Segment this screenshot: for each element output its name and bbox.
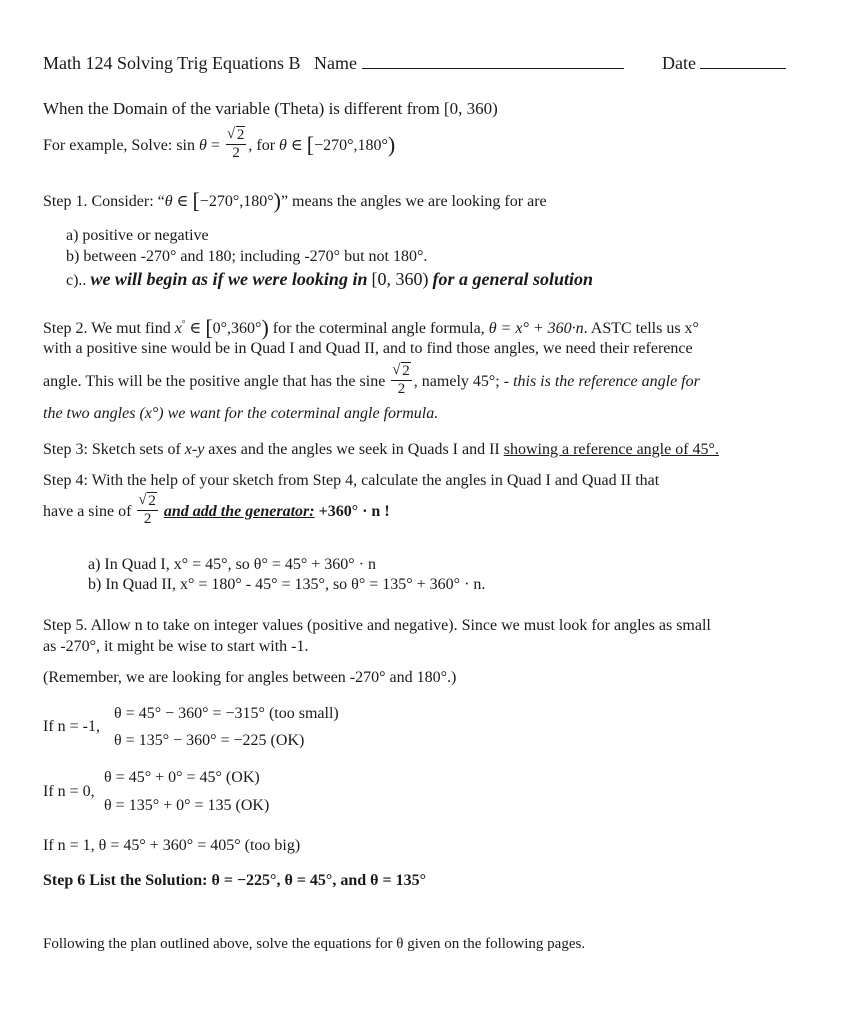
name-blank xyxy=(362,54,624,69)
case-n-0-eq1: θ = 45° + 0° = 45° (OK) xyxy=(104,769,260,786)
step4-line1: Step 4: With the help of your sketch from Step 4, calculate the angles in Quad I and Quad II that xyxy=(43,472,660,489)
case-n-0-eq2: θ = 135° + 0° = 135 (OK) xyxy=(104,797,270,814)
step1-item-b: b) between -270° and 180; including -270° but not 180°. xyxy=(66,248,428,265)
step5-line2: as -270°, it might be wise to start with -1. xyxy=(43,638,309,655)
date-label: Date xyxy=(662,53,696,73)
header-course: Math 124 Solving Trig Equations B Name xyxy=(43,53,624,74)
step2-line1: Step 2. We mut find x° ∈ [0°,360°) for the coterminal angle formula, θ = x° + 360·n. ASTC tells us x° xyxy=(43,315,699,340)
name-label: Name xyxy=(314,53,358,73)
step2-line4: the two angles (x°) we want for the coterminal angle formula. xyxy=(43,405,439,422)
step4-item-a: a) In Quad I, x° = 45°, so θ° = 45° + 360° · n xyxy=(88,556,377,573)
sqrt2-over-2-fraction: √ 2 2 xyxy=(392,362,410,397)
step1-item-a: a) positive or negative xyxy=(66,227,209,244)
case-n-minus1-eq2: θ = 135° − 360° = −225 (OK) xyxy=(114,732,305,749)
step4-line2: have a sine of √ 2 2 and add the generator: +360° · n ! xyxy=(43,492,390,527)
example-line: For example, Solve: sin θ = √ 2 2 , for θ ∈ [−270°,180°) xyxy=(43,126,396,161)
step4-item-b: b) In Quad II, x° = 180° - 45° = 135°, so θ° = 135° + 360° · n. xyxy=(88,576,486,593)
sqrt2-over-2-fraction: √ 2 2 xyxy=(226,126,245,161)
header-date xyxy=(662,53,786,74)
step2-line3: angle. This will be the positive angle that has the sine √ 2 2 , namely 45°; - this is the reference angle for xyxy=(43,362,700,397)
case-n-minus1-eq1: θ = 45° − 360° = −315° (too small) xyxy=(114,705,339,722)
case-n-minus1-label: If n = -1, xyxy=(43,718,101,735)
step3-line: Step 3: Sketch sets of x-y axes and the angles we seek in Quads I and II showing a reference angle of 45°. xyxy=(43,441,719,458)
case-n-1: If n = 1, θ = 45° + 360° = 405° (too big) xyxy=(43,837,301,854)
step5-remember: (Remember, we are looking for angles between -270° and 180°.) xyxy=(43,669,457,686)
footer-instructions: Following the plan outlined above, solve the equations for θ given on the following pages. xyxy=(43,936,586,952)
step6-line: Step 6 List the Solution: θ = −225°, θ = 45°, and θ = 135° xyxy=(43,872,426,889)
example-interval: −270°,180° xyxy=(314,137,388,155)
step1-line: Step 1. Consider: “θ ∈ [−270°,180°)” means the angles we are looking for are xyxy=(43,188,547,213)
intro-heading: When the Domain of the variable (Theta) is different from [0, 360) xyxy=(43,99,498,118)
sqrt2-over-2-fraction: √ 2 2 xyxy=(138,492,156,527)
date-blank xyxy=(700,54,786,69)
step2-line2: with a positive sine would be in Quad I and Quad II, and to find those angles, we need their reference xyxy=(43,340,693,357)
case-n-0-label: If n = 0, xyxy=(43,783,95,800)
step5-line1: Step 5. Allow n to take on integer values (positive and negative). Since we must look for angles as small xyxy=(43,617,711,634)
step1-item-c: c).. we will begin as if we were looking in [0, 360) for a general solution xyxy=(66,269,593,289)
